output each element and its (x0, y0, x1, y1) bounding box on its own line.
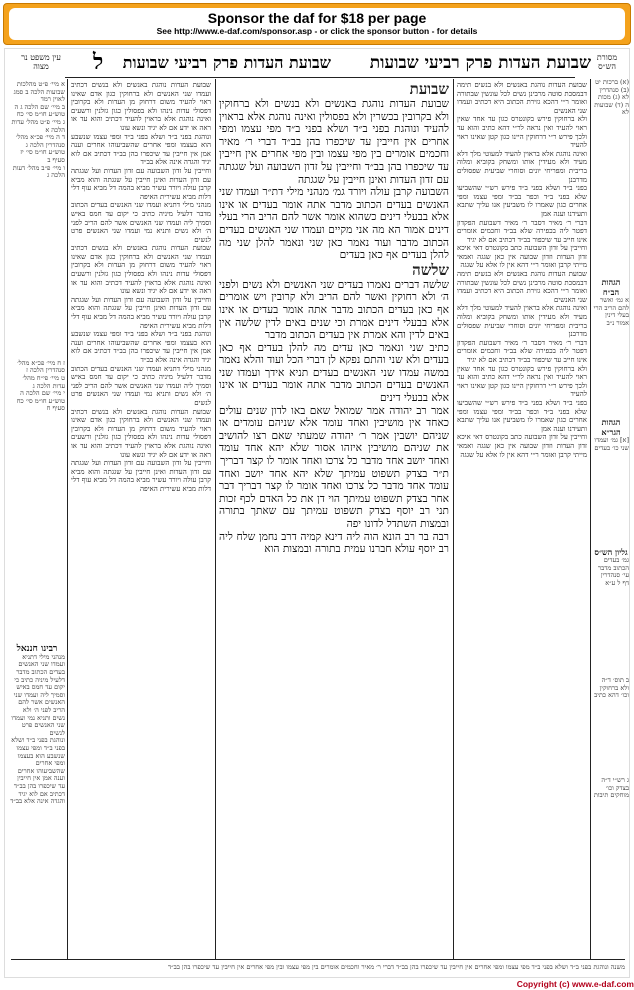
ein-mishpat-entry: ט מיי׳ פי״ח מהל׳ עדות הלכה ג (22, 373, 65, 390)
sponsor-banner-inner[interactable] (9, 8, 625, 40)
tosafot-paragraph: דברי ר׳ מאיר דסבר ר׳ מאיר דשבועת הפקדון דפטר ליה בכפירה שלא בב״ד וחכמים אומרים אינו חייב עד שיכפור בב״ד דכתיב אם לא יגיד (457, 218, 587, 244)
tosafot-paragraph: שבועת העדות נוהגת באנשים ולא בנשים תימה דבמסכת סוטה מרבינן נשים לכל עונשין שבתורה ואומר ר״י דהכא גזירת הכתוב היא דכתיב ועמדו שני האנשים (457, 270, 587, 304)
sponsor-banner[interactable] (3, 3, 631, 45)
rabbenu-chananel-text: ונוהגת בפני ב״ד ושלא בפני ב״ד ומפי עצמו שנשבע הוא בעצמו ומפי אחרים שהשביעוהו אחרים וענה אמן אין חייבין עד שיכפרו בהן בב״ד דכתיב אם לוא יגיד והגדה אינה אלא בב״ד (10, 736, 65, 806)
gemara-left-rule (215, 79, 216, 959)
ein-mishpat-entry: ו מיי׳ פ״ב מהל׳ דעות הלכה ג (12, 163, 65, 180)
ein-mishpat-heading: עין משפט נר מצוה (21, 53, 61, 71)
ein-mishpat-entry: א מיי׳ פ״ט מהלכות שבועות הלכה ב סמג לאוין רמד (13, 81, 65, 104)
right-margin (593, 79, 629, 959)
gemara-paragraph: כתיב שני ונאמר כאן עדים מה להלן בעדים אף כאן בעדים ולא שני והתם נפקא לן דברי הכל ועוד והלא נאמר במשה עמדו שני האנשים בעדים תניא אידך ועמדו שני האנשים בעדים הכתוב מדבר אתה אומר בעדים או אינו אלא בבעלי דינים (219, 341, 449, 405)
opening-word: שבועת (409, 81, 449, 98)
rashi-column (71, 81, 211, 957)
footer-rule (11, 959, 625, 960)
tosafot-paragraph: בפני ב״ד ושלא בפני ב״ד פירש רש״י שהשביעו שלא בפני ב״ד וכפר בב״ד ומפי עצמו ומפי אחרים כגון שאמרו לו משביעין אנו עליך שתבא ותעידנו וענה אמן (457, 184, 587, 218)
ein-mishpat-entry: ב מיי׳ שם הלכה ג ה טוש״ע חו״מ סי׳ כח (14, 102, 65, 119)
right-margin-note: א גמ׳ ואשר להם הריב הרי בעלי דינין אמור נ״ב (593, 296, 629, 327)
sponsor-subtitle[interactable]: See http://www.e-daf.com/sponsor.asp - or click the sponsor button - for details (156, 26, 478, 36)
rashi-paragraph: ונוהגת בפני ב״ד ושלא בפני ב״ד ומפי עצמו שנשבע הוא בעצמו ומפי אחרים שהשביעוהו אחרים וענה אמן אין חייבין עד שיכפרו בהן בב״ד דכתיב אם לוא יגיד והגדה אינה אלא בב״ד (71, 132, 211, 167)
tosafot-paragraph: שבועת העדות נוהגת באנשים ולא בנשים תימה דבמסכת סוטה מרבינן נשים לכל עונשין שבתורה ואומר ר״י דהכא גזירת הכתוב היא דכתיב ועמדו שני האנשים (457, 81, 587, 115)
rashi-paragraph: ונוהגת בפני ב״ד ושלא בפני ב״ד ומפי עצמו שנשבע הוא בעצמו ומפי אחרים שהשביעוהו אחרים וענה אמן אין חייבין עד שיכפרו בהן בב״ד דכתיב אם לוא יגיד והגדה אינה אלא בב״ד (71, 330, 211, 364)
gemara-paragraph: השבועה קרבן עולה ויורד גמ׳ מנהני מילי דת״ר ועמדו שני האנשים בעדים הכתוב מדבר אתה אומר בעדים או אינו אלא בבעלי דינים כשהוא אומר אשר להם הריב הרי בעלי דינים אמור הא מה אני מקיים ועמדו שני האנשים בעדים הכתוב מדבר ועוד נאמר כאן שני ונאמר להלן שני מה להלן בעדים אף כאן בעדים (219, 186, 449, 262)
tosafot-paragraph: בפני ב״ד ושלא בפני ב״ד פירש רש״י שהשביעו שלא בפני ב״ד וכפר בב״ד ומפי עצמו ומפי אחרים כגון שאמרו לו משביעין אנו עליך שתבא ותעידנו וענה אמן (457, 398, 587, 433)
rashi-paragraph: וחייבין על זדון השבועה עם זדון העדות ועל שגגתה עם זדון העדות ואינן חייבין על שגגתה והוא מביא קרבן עולה ויורד עשיר מביא בהמה דל מביא עוף דלי דלות מביא עשירית האיפה (71, 295, 211, 330)
hagahot-hagra-heading: הגהות הגר״א (601, 417, 621, 437)
right-margin-note: (א) ברכות יט (ב) סנהדרין לא (ג) מכות ה (ד) שבועות לא (594, 79, 629, 117)
sponsor-title[interactable]: Sponsor the daf for $18 per page (207, 10, 427, 26)
tosafot-paragraph: ואינה נוהגת אלא בראוין להעיד למעוטי מלך דלא מעיד ולא מעידין אותו ומשחק בקוביא ומלוה בריבית ומפריחי יונים וסוחרי שביעית שפסולים מדרבנן (457, 149, 587, 184)
gemara-paragraph: אמר רב יהודה אמר שמואל שאם באו לדון שנים עולים כאחד אין מושיבין ואחד עומד אלא שניהם עומדים או שניהם יושבין אמר ר׳ יהודה שמעתי שאם רצו להושיב את שניהם מושיבין איזהו אסור שלא יהא אחד עומד ואחד יושב אחד מדבר כל צרכו ואחד אומר לו קצר דבריך (219, 404, 449, 468)
right-margin-note: [א] גמ׳ ועמדו שני כו׳ בעדים (594, 436, 629, 452)
header-right-title: שבועת העדות פרק רביעי שבועות (369, 53, 591, 73)
tosafot-rule (453, 79, 454, 959)
page-number: ל (93, 49, 104, 75)
right-margin-note: גמ׳ בעדים הכתוב מדבר עי׳ סנהדרין דף ל ע״א (597, 556, 629, 587)
ein-mishpat-entry: ז ח מיי׳ פכ״א מהל׳ סנהדרין הלכה ז (17, 358, 65, 375)
rashi-paragraph: שבועת העדות נוהגת באנשים ולא בנשים דכתיב ועמדו שני האנשים ולא ברחוקין כגון אדם שאינו ראוי להעיד משום דרחוק מן העדות ולא בקרובין דפסולי עדות נינהו ולא בפסולין כגון גזלנין ורשעים ואינה נוהגת אלא בראוין להעיד דכתיב והוא עד או ראה או ידע אם לא יגיד ונשא עונו (71, 244, 211, 296)
rashi-paragraph: שבועת העדות נוהגת באנשים ולא בנשים דכתיב ועמדו שני האנשים ולא ברחוקין כגון אדם שאינו ראוי להעיד משום דרחוק מן העדות ולא בקרובין דפסולי עדות נינהו ולא בפסולין כגון גזלנין ורשעים ואינה נוהגת אלא בראוין להעיד דכתיב והוא עד או ראה או ידע אם לא יגיד ונשא עונו (71, 407, 211, 459)
hagahot-habach-heading: הגהות הב״ח (601, 277, 621, 297)
header-center-title: שבועת העדות פרק רביעי שבועות (122, 53, 331, 72)
gemara-paragraph: שלשה דברים נאמרו בעדים שני האנשים ולא נשים ולפני ה׳ ולא רחוקין ואשר להם הריב ולא קרובין ויש אומרים אף כאן בעדים הכתוב מדבר אתה אומר בעדים או אינו אלא בבעלי דינים אמרת וכי שנים באים לדין שלשה אין באים לדין והא אמרת אין בעדים הכתוב מדבר (219, 278, 449, 342)
copyright-link[interactable]: Copyright (c) www.e-daf.com (516, 979, 634, 989)
rabbenu-chananel-heading: רבינו חננאל (16, 643, 58, 654)
tosafot-paragraph: ואינה נוהגת אלא בראוין להעיד למעוטי מלך דלא מעיד ולא מעידין אותו ומשחק בקוביא ומלוה בריבית ומפריחי יונים וסוחרי שביעית שפסולים מדרבנן (457, 304, 587, 339)
daf-page (4, 48, 630, 978)
tosafot-column (457, 81, 587, 957)
rashi-paragraph: וחייבין על זדון השבועה עם זדון העדות ועל שגגתה עם זדון העדות ואינן חייבין על שגגתה והוא מביא קרבן עולה ויורד עשיר מביא בהמה דל מביא עוף דלי דלות מביא עשירית האיפה (71, 459, 211, 493)
tosafot-paragraph: וחייבין על זדון השבועה כתב בקונטרס דאי איכא זדון העדות וזדון שבועה אין כאן שגגה ואמאי מייתי קרבן ואומר ר״י דהא אין לו אלא על שגגה (457, 433, 587, 459)
masoret-hashas-heading: מסורת הש״ס (596, 53, 618, 71)
ein-mishpat-entry: ג מיי׳ פ״ט מהל׳ עדות הלכה א (11, 117, 65, 134)
tosafot-paragraph: וחייבין על זדון השבועה כתב בקונטרס דאי איכא זדון העדות וזדון שבועה אין כאן שגגה ואמאי מייתי קרבן ואומר ר״י דהא אין לו אלא על שגגה (457, 244, 587, 270)
footer-text: משנה ונוהגת בפני ב״ד ושלא בפני ב״ד מפי עצמו ומפי אחרים אין חייבין עד שיכפרו בהן בב״ד דברי ר׳ מאיר וחכמים אומרים בין מפי עצמו ובין מפי אחרים אין חייבין עד שיכפרו בהן בב״ד (168, 963, 625, 971)
tosafot-paragraph: ולא ברחוקין פירש בקונטרס כגון עד אחד שאין ראוי להעיד ואין נראה לר״י דהא כתיב והוא עד ולכך פירש ר״י דרחוקין היינו כגון קטן שאינו ראוי להעיד (457, 364, 587, 399)
rabbenu-chananel-text: מנהני מילי דתניא ועמדו שני האנשים בעדים הכתוב מדבר דלעיל מיניה כתיב כי יקום עד חמס באיש וסמיך ליה ועמדו שני האנשים אשר להם הריב לפני ה׳ ולא נשים ותניא נמי ועמדו שני האנשים פרט לנשים (11, 652, 65, 737)
header-rule (65, 77, 575, 78)
right-margin-note: ג רש״י ד״ה בצדק וכו׳ מוחקים תיבות (593, 776, 629, 800)
rashi-paragraph: מנהני מילי דתניא ועמדו שני האנשים בעדים הכתוב מדבר דלעיל מיניה כתיב כי יקום עד חמס באיש וסמיך ליה ועמדו שני האנשים אשר להם הריב לפני ה׳ ולא נשים ותניא נמי ועמדו שני האנשים פרט לנשים (71, 201, 211, 244)
gilyon-hashas-heading: גליון הש״ס (594, 547, 628, 557)
tosafot-paragraph: דברי ר׳ מאיר דסבר ר׳ מאיר דשבועת הפקדון דפטר ליה בכפירה שלא בב״ד וחכמים אומרים אינו חייב עד שיכפור בב״ד דכתיב אם לא יגיד (457, 338, 587, 364)
ein-mishpat-entry: י מיי׳ שם הלכה ה טוש״ע חו״מ סי׳ כח סעיף ח (16, 389, 65, 413)
page-header (5, 49, 631, 77)
gemara-paragraph: ת״ר בצדק תשפוט עמיתך שלא יהא אחד יושב ואחד עומד אחד מדבר כל צרכו ואחד אומר לו קצר דבריך דבר אחר בצדק תשפוט עמיתך הוי דן את כל האדם לכף זכות תני רב יוסף בצדק תשפוט עמיתך עם שאתך בתורה ובמצות השתדל לדונו יפה (219, 467, 449, 530)
ein-mishpat-entry: ד ה מיי׳ פכ״א מהל׳ סנהדרין הלכה ג טוש״ע חו״מ סי׳ יז סעיף ב (16, 133, 65, 164)
rashi-paragraph: מנהני מילי דתניא ועמדו שני האנשים בעדים הכתוב מדבר דלעיל מיניה כתיב כי יקום עד חמס באיש וסמיך ליה ועמדו שני האנשים אשר להם הריב לפני ה׳ ולא נשים ותניא נמי ועמדו שני האנשים פרט לנשים (71, 364, 211, 407)
rashi-paragraph: שבועת העדות נוהגת באנשים ולא בנשים דכתיב ועמדו שני האנשים ולא ברחוקין כגון אדם שאינו ראוי להעיד משום דרחוק מן העדות ולא בקרובין דפסולי עדות נינהו ולא בפסולין כגון גזלנין ורשעים ואינה נוהגת אלא בראוין להעיד דכתיב והוא עד או ראה או ידע אם לא יגיד ונשא עונו (71, 81, 211, 132)
left-margin (9, 81, 65, 957)
tosafot-paragraph: ולא ברחוקין פירש בקונטרס כגון עד אחד שאין ראוי להעיד ואין נראה לר״י דהא כתיב והוא עד ולכך פירש ר״י דרחוקין היינו כגון קטן שאינו ראוי להעיד (457, 115, 587, 150)
rashi-left-rule (67, 79, 68, 959)
right-margin-rule (590, 79, 591, 959)
gemara-ending: רבה בר רב הונא הוה ליה דינא קמיה דרב נחמן שלח ליה רב יוסף עולא חברנו עמית בתורה ובמצות הוא (219, 530, 449, 556)
right-margin-note: ב תוס׳ ד״ה ולא ברחוקין וכו׳ דהא כתיב (594, 676, 629, 700)
gemara-column (219, 81, 449, 957)
gemara-paragraph: שבועת העדות נוהגת באנשים ולא בנשים ולא ברחוקין ולא בקרובין בכשרין ולא בפסולין ואינה נוהגת אלא בראוין להעיד ונוהגת בפני ב״ד ושלא בפני ב״ד מפי עצמו ומפי אחרים אין חייבין עד שיכפרו בהן בב״ד דברי ר׳ מאיר וחכמים אומרים בין מפי עצמו ובין מפי אחרים אין חייבין עד שיכפרו בהן בב״ד וחייבין על זדון השבועה ועל שגגתה עם זדון העדות ואינן חייבין על שגגתה (219, 98, 449, 186)
rashi-paragraph: וחייבין על זדון השבועה עם זדון העדות ועל שגגתה עם זדון העדות ואינן חייבין על שגגתה והוא מביא קרבן עולה ויורד עשיר מביא בהמה דל מביא עוף דלי דלות מביא עשירית האיפה (71, 166, 211, 201)
section-lead-word: שלשה (412, 260, 449, 279)
